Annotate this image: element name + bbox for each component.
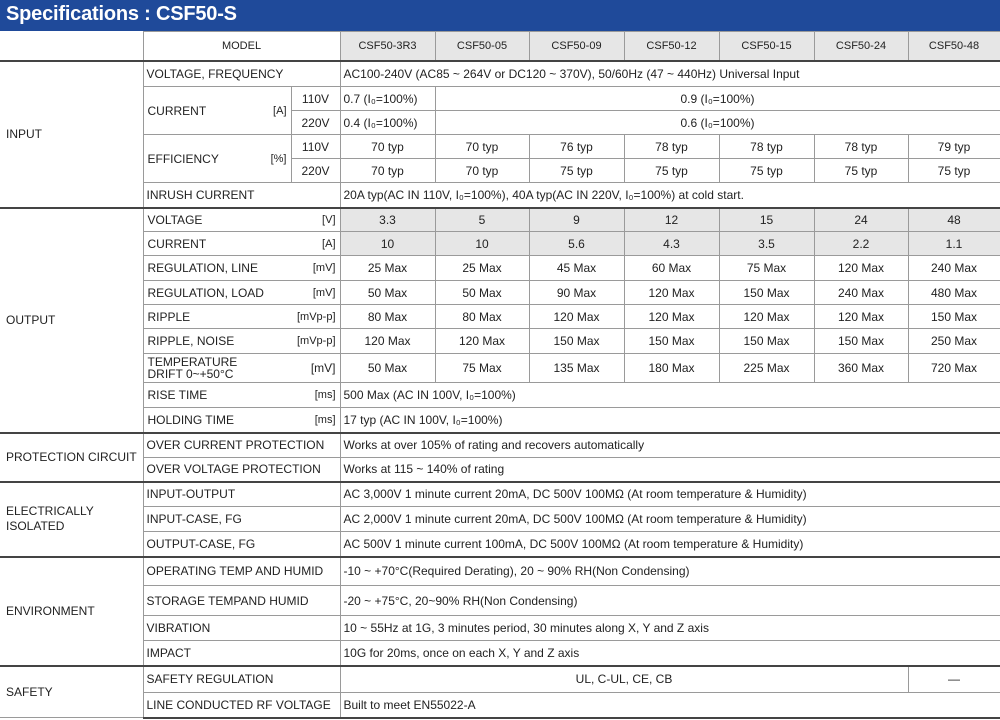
header-blank bbox=[0, 32, 143, 61]
cell: 120 Max bbox=[624, 305, 719, 329]
row-unit: [V] bbox=[322, 213, 336, 226]
cell: 45 Max bbox=[529, 256, 624, 281]
cell: 0.7 (I₀=100%) bbox=[340, 87, 435, 111]
table-row bbox=[0, 183, 1000, 208]
cell: 0.9 (I₀=100%) bbox=[435, 87, 1000, 111]
cell: 75 typ bbox=[719, 159, 814, 183]
table-row bbox=[0, 507, 1000, 532]
cell: 60 Max bbox=[624, 256, 719, 281]
table-row bbox=[0, 693, 1000, 718]
cell: 150 Max bbox=[719, 329, 814, 354]
page-title: Specifications : CSF50-S bbox=[6, 3, 237, 25]
row-value: 17 typ (AC IN 100V, I₀=100%) bbox=[340, 408, 1000, 433]
row-label: CURRENT bbox=[147, 103, 207, 118]
table-row bbox=[0, 383, 1000, 408]
table-row bbox=[0, 256, 1000, 281]
row-value: -10 ~ +70°C(Required Derating), 20 ~ 90% RH(Non Condensing) bbox=[340, 557, 1000, 586]
cell: 240 Max bbox=[908, 256, 1000, 281]
group-isolated: ELECTRICALLY ISOLATED bbox=[0, 482, 143, 557]
table-row bbox=[0, 616, 1000, 641]
model-col-header: CSF50-09 bbox=[529, 32, 624, 61]
row-value: AC 500V 1 minute current 100mA, DC 500V 100MΩ (At room temperature & Humidity) bbox=[340, 532, 1000, 557]
cell: 48 bbox=[908, 208, 1000, 232]
header-row bbox=[0, 32, 1000, 61]
row-label-cell bbox=[143, 281, 340, 305]
cell: 0.6 (I₀=100%) bbox=[435, 111, 1000, 135]
cell: 9 bbox=[529, 208, 624, 232]
row-value: -20 ~ +75°C, 20~90% RH(Non Condensing) bbox=[340, 586, 1000, 616]
row-value: Works at 115 ~ 140% of rating bbox=[340, 458, 1000, 482]
group-safety: SAFETY bbox=[0, 666, 143, 718]
row-label-cell bbox=[143, 408, 340, 433]
cell: 50 Max bbox=[435, 281, 529, 305]
cell: 70 typ bbox=[340, 159, 435, 183]
row-label: IMPACT bbox=[143, 641, 340, 666]
row-label-cell bbox=[143, 135, 291, 183]
cell: 10 bbox=[435, 232, 529, 256]
voltage-sub: 220V bbox=[291, 159, 340, 183]
row-label: OUTPUT-CASE, FG bbox=[143, 532, 340, 557]
row-label: REGULATION, LINE bbox=[147, 261, 258, 275]
row-value: Works at over 105% of rating and recovers automatically bbox=[340, 433, 1000, 458]
table-row bbox=[0, 354, 1000, 383]
cell: 360 Max bbox=[814, 354, 908, 383]
cell: 180 Max bbox=[624, 354, 719, 383]
row-label: CURRENT bbox=[147, 236, 207, 251]
row-label: OVER CURRENT PROTECTION bbox=[143, 433, 340, 458]
row-unit: [mVp-p] bbox=[296, 335, 336, 347]
cell: 3.3 bbox=[340, 208, 435, 232]
cell: 50 Max bbox=[340, 281, 435, 305]
cell: 4.3 bbox=[624, 232, 719, 256]
cell: 120 Max bbox=[814, 305, 908, 329]
row-label-cell bbox=[143, 232, 340, 256]
cell: 12 bbox=[624, 208, 719, 232]
voltage-sub: 110V bbox=[291, 87, 340, 111]
row-unit: [A] bbox=[322, 237, 336, 250]
cell: 150 Max bbox=[624, 329, 719, 354]
row-unit: [mV] bbox=[312, 262, 336, 274]
row-label: RISE TIME bbox=[147, 388, 208, 402]
table-row bbox=[0, 557, 1000, 586]
cell: 0.4 (I₀=100%) bbox=[340, 111, 435, 135]
table-row bbox=[0, 433, 1000, 458]
row-value: AC100-240V (AC85 ~ 264V or DC120 ~ 370V), 50/60Hz (47 ~ 440Hz) Universal Input bbox=[340, 61, 1000, 87]
model-col-header: CSF50-05 bbox=[435, 32, 529, 61]
row-value: 10G for 20ms, once on each X, Y and Z axis bbox=[340, 641, 1000, 666]
model-header: MODEL bbox=[143, 32, 340, 61]
row-unit: [ms] bbox=[314, 389, 336, 401]
row-unit: [%] bbox=[270, 152, 287, 165]
model-col-header: CSF50-48 bbox=[908, 32, 1000, 61]
row-label-cell bbox=[143, 256, 340, 281]
table-row bbox=[0, 208, 1000, 232]
cell: 150 Max bbox=[529, 329, 624, 354]
row-label-cell bbox=[143, 383, 340, 408]
row-value: 20A typ(AC IN 110V, I₀=100%), 40A typ(AC IN 220V, I₀=100%) at cold start. bbox=[340, 183, 1000, 208]
cell: 120 Max bbox=[340, 329, 435, 354]
cell: 79 typ bbox=[908, 135, 1000, 159]
row-label: INRUSH CURRENT bbox=[143, 183, 340, 208]
row-label-cell bbox=[143, 329, 340, 354]
cell: 75 typ bbox=[814, 159, 908, 183]
cell: 70 typ bbox=[435, 159, 529, 183]
row-value: AC 3,000V 1 minute current 20mA, DC 500V 100MΩ (At room temperature & Humidity) bbox=[340, 482, 1000, 507]
model-col-header: CSF50-3R3 bbox=[340, 32, 435, 61]
cell: 135 Max bbox=[529, 354, 624, 383]
row-unit: [mVp-p] bbox=[296, 310, 336, 323]
cell: 76 typ bbox=[529, 135, 624, 159]
voltage-sub: 220V bbox=[291, 111, 340, 135]
table-row bbox=[0, 458, 1000, 482]
cell: 90 Max bbox=[529, 281, 624, 305]
table-row bbox=[0, 482, 1000, 507]
row-label: DRIFT 0~+50°C bbox=[147, 367, 234, 381]
group-protection: PROTECTION CIRCUIT bbox=[0, 433, 143, 482]
table-row bbox=[0, 305, 1000, 329]
table-row bbox=[0, 408, 1000, 433]
cell: 78 typ bbox=[719, 135, 814, 159]
specifications-table bbox=[0, 31, 1000, 719]
row-label: VOLTAGE, FREQUENCY bbox=[143, 61, 340, 87]
table-row bbox=[0, 329, 1000, 354]
cell: 1.1 bbox=[908, 232, 1000, 256]
cell: 80 Max bbox=[340, 305, 435, 329]
row-unit: [A] bbox=[273, 104, 287, 117]
row-unit: [mV] bbox=[310, 361, 336, 375]
cell: 24 bbox=[814, 208, 908, 232]
cell: 75 typ bbox=[624, 159, 719, 183]
cell: 15 bbox=[719, 208, 814, 232]
model-col-header: CSF50-12 bbox=[624, 32, 719, 61]
cell: 2.2 bbox=[814, 232, 908, 256]
cell: 70 typ bbox=[340, 135, 435, 159]
cell: 150 Max bbox=[908, 305, 1000, 329]
cell: 80 Max bbox=[435, 305, 529, 329]
table-row bbox=[0, 87, 1000, 111]
cell: 70 typ bbox=[435, 135, 529, 159]
model-col-header: CSF50-24 bbox=[814, 32, 908, 61]
cell: 120 Max bbox=[435, 329, 529, 354]
row-label-cell bbox=[143, 208, 340, 232]
group-environment: ENVIRONMENT bbox=[0, 557, 143, 666]
cell: 120 Max bbox=[719, 305, 814, 329]
cell: 225 Max bbox=[719, 354, 814, 383]
row-label: RIPPLE bbox=[147, 309, 191, 324]
cell: 78 typ bbox=[814, 135, 908, 159]
row-label: OPERATING TEMP AND HUMID bbox=[143, 557, 340, 586]
cell: 75 typ bbox=[529, 159, 624, 183]
row-label: HOLDING TIME bbox=[147, 412, 234, 427]
row-label: STORAGE TEMPAND HUMID bbox=[143, 586, 340, 616]
cell: 75 typ bbox=[908, 159, 1000, 183]
table-row bbox=[0, 641, 1000, 666]
cell: 120 Max bbox=[814, 256, 908, 281]
cell: 25 Max bbox=[435, 256, 529, 281]
row-label: LINE CONDUCTED RF VOLTAGE bbox=[143, 693, 340, 718]
cell: 120 Max bbox=[529, 305, 624, 329]
row-label: EFFICIENCY bbox=[147, 151, 219, 166]
row-label-cell bbox=[143, 305, 340, 329]
row-value: 10 ~ 55Hz at 1G, 3 minutes period, 30 minutes along X, Y and Z axis bbox=[340, 616, 1000, 641]
cell: 3.5 bbox=[719, 232, 814, 256]
cell: 480 Max bbox=[908, 281, 1000, 305]
title-bar bbox=[0, 0, 1000, 31]
row-unit: [ms] bbox=[314, 413, 336, 426]
row-label-cell bbox=[143, 354, 340, 383]
table-row bbox=[0, 61, 1000, 87]
cell: 240 Max bbox=[814, 281, 908, 305]
row-label-cell bbox=[143, 87, 291, 135]
cell: 78 typ bbox=[624, 135, 719, 159]
table-row bbox=[0, 666, 1000, 693]
row-label: OVER VOLTAGE PROTECTION bbox=[143, 458, 340, 482]
table-row bbox=[0, 532, 1000, 557]
cell: 150 Max bbox=[719, 281, 814, 305]
voltage-sub: 110V bbox=[291, 135, 340, 159]
group-input: INPUT bbox=[0, 61, 143, 208]
cell: 120 Max bbox=[624, 281, 719, 305]
table-row bbox=[0, 586, 1000, 616]
cell: 720 Max bbox=[908, 354, 1000, 383]
cell: 150 Max bbox=[814, 329, 908, 354]
row-label: VIBRATION bbox=[143, 616, 340, 641]
row-label: RIPPLE, NOISE bbox=[147, 334, 235, 348]
cell: 25 Max bbox=[340, 256, 435, 281]
row-value: UL, C-UL, CE, CB bbox=[340, 666, 908, 693]
row-unit: [mV] bbox=[312, 286, 336, 299]
row-value: Built to meet EN55022-A bbox=[340, 693, 1000, 718]
cell: 75 Max bbox=[435, 354, 529, 383]
row-value: 500 Max (AC IN 100V, I₀=100%) bbox=[340, 383, 1000, 408]
row-label: TEMPERATURE bbox=[147, 355, 238, 369]
group-output: OUTPUT bbox=[0, 208, 143, 433]
model-col-header: CSF50-15 bbox=[719, 32, 814, 61]
row-label: INPUT-OUTPUT bbox=[143, 482, 340, 507]
cell: 50 Max bbox=[340, 354, 435, 383]
cell: 250 Max bbox=[908, 329, 1000, 354]
cell: — bbox=[908, 666, 1000, 693]
table-row bbox=[0, 232, 1000, 256]
table-row bbox=[0, 281, 1000, 305]
row-label: SAFETY REGULATION bbox=[143, 666, 340, 693]
cell: 75 Max bbox=[719, 256, 814, 281]
row-label: INPUT-CASE, FG bbox=[143, 507, 340, 532]
row-label: REGULATION, LOAD bbox=[147, 285, 264, 300]
row-label: VOLTAGE bbox=[147, 212, 203, 227]
cell: 5 bbox=[435, 208, 529, 232]
row-value: AC 2,000V 1 minute current 20mA, DC 500V 100MΩ (At room temperature & Humidity) bbox=[340, 507, 1000, 532]
cell: 5.6 bbox=[529, 232, 624, 256]
table-row bbox=[0, 135, 1000, 159]
cell: 10 bbox=[340, 232, 435, 256]
